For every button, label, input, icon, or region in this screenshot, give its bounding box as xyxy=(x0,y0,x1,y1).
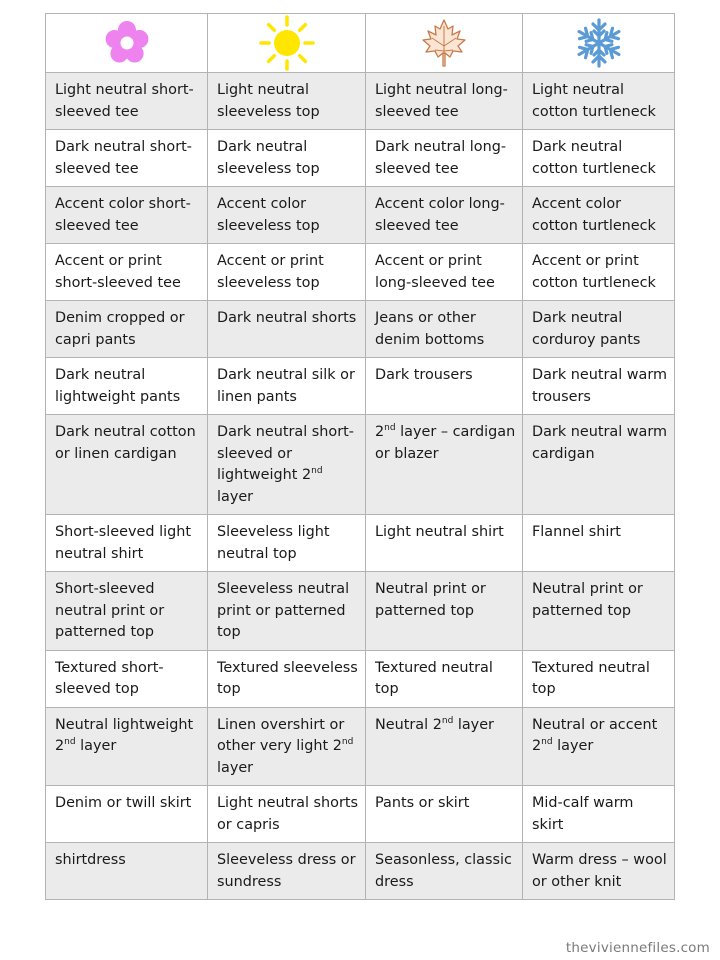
cell-autumn: Accent color long-sleeved tee xyxy=(366,187,523,244)
wardrobe-table xyxy=(45,13,675,900)
cell-autumn: Pants or skirt xyxy=(366,786,523,843)
season-header-row xyxy=(46,14,675,73)
cell-spring: Dark neutral short-sleeved tee xyxy=(46,130,208,187)
summer-header xyxy=(208,14,366,73)
table-row xyxy=(46,843,675,900)
table-body xyxy=(46,73,675,900)
table-row xyxy=(46,301,675,358)
cell-autumn: Dark trousers xyxy=(366,358,523,415)
table-row xyxy=(46,73,675,130)
cell-autumn: Light neutral shirt xyxy=(366,515,523,572)
cell-winter: Dark neutral warm cardigan xyxy=(523,415,675,515)
cell-summer: Dark neutral silk or linen pants xyxy=(208,358,366,415)
cell-summer: Accent or print sleeveless top xyxy=(208,244,366,301)
cell-summer: Sleeveless neutral print or patterned top xyxy=(208,572,366,651)
table-row xyxy=(46,515,675,572)
cell-autumn: Dark neutral long-sleeved tee xyxy=(366,130,523,187)
cell-spring: Light neutral short-sleeved tee xyxy=(46,73,208,130)
cell-winter: Neutral or accent 2nd layer xyxy=(523,707,675,786)
cell-winter: Dark neutral warm trousers xyxy=(523,358,675,415)
cell-autumn: Jeans or other denim bottoms xyxy=(366,301,523,358)
site-credit: theviviennefiles.com xyxy=(565,940,710,956)
cell-summer: Dark neutral short-sleeved or lightweight 2nd layer xyxy=(208,415,366,515)
sun-icon xyxy=(258,14,316,72)
cell-spring: Short-sleeved neutral print or patterned top xyxy=(46,572,208,651)
table-row xyxy=(46,786,675,843)
cell-autumn: Neutral print or patterned top xyxy=(366,572,523,651)
maple-leaf-icon xyxy=(417,16,471,70)
spring-header xyxy=(46,14,208,73)
cell-autumn: Neutral 2nd layer xyxy=(366,707,523,786)
cell-autumn: Seasonless, classic dress xyxy=(366,843,523,900)
table-row xyxy=(46,244,675,301)
cell-winter: Dark neutral cotton turtleneck xyxy=(523,130,675,187)
table-row xyxy=(46,415,675,515)
cell-summer: Linen overshirt or other very light 2nd layer xyxy=(208,707,366,786)
cell-spring: Denim cropped or capri pants xyxy=(46,301,208,358)
cell-winter: Accent color cotton turtleneck xyxy=(523,187,675,244)
cell-spring: Dark neutral lightweight pants xyxy=(46,358,208,415)
cell-summer: Sleeveless dress or sundress xyxy=(208,843,366,900)
cell-spring: shirtdress xyxy=(46,843,208,900)
snowflake-icon xyxy=(572,16,626,70)
table-row xyxy=(46,572,675,651)
cell-spring: Accent color short-sleeved tee xyxy=(46,187,208,244)
cell-autumn: Light neutral long-sleeved tee xyxy=(366,73,523,130)
cell-autumn: Textured neutral top xyxy=(366,650,523,707)
cell-summer: Light neutral sleeveless top xyxy=(208,73,366,130)
cell-summer: Dark neutral sleeveless top xyxy=(208,130,366,187)
table-row xyxy=(46,650,675,707)
cell-winter: Mid-calf warm skirt xyxy=(523,786,675,843)
cell-winter: Warm dress – wool or other knit xyxy=(523,843,675,900)
cell-summer: Light neutral shorts or capris xyxy=(208,786,366,843)
cell-winter: Dark neutral corduroy pants xyxy=(523,301,675,358)
flower-icon xyxy=(101,17,153,69)
table-row xyxy=(46,187,675,244)
cell-winter: Light neutral cotton turtleneck xyxy=(523,73,675,130)
cell-spring: Textured short-sleeved top xyxy=(46,650,208,707)
cell-spring: Dark neutral cotton or linen cardigan xyxy=(46,415,208,515)
table-row xyxy=(46,707,675,786)
cell-spring: Neutral lightweight 2nd layer xyxy=(46,707,208,786)
cell-summer: Dark neutral shorts xyxy=(208,301,366,358)
cell-summer: Textured sleeveless top xyxy=(208,650,366,707)
cell-autumn: 2nd layer – cardigan or blazer xyxy=(366,415,523,515)
cell-winter: Accent or print cotton turtleneck xyxy=(523,244,675,301)
cell-winter: Textured neutral top xyxy=(523,650,675,707)
winter-header xyxy=(523,14,675,73)
cell-spring: Short-sleeved light neutral shirt xyxy=(46,515,208,572)
cell-winter: Flannel shirt xyxy=(523,515,675,572)
cell-spring: Accent or print short-sleeved tee xyxy=(46,244,208,301)
cell-winter: Neutral print or patterned top xyxy=(523,572,675,651)
cell-autumn: Accent or print long-sleeved tee xyxy=(366,244,523,301)
cell-summer: Accent color sleeveless top xyxy=(208,187,366,244)
autumn-header xyxy=(366,14,523,73)
cell-spring: Denim or twill skirt xyxy=(46,786,208,843)
table-row xyxy=(46,130,675,187)
table-row xyxy=(46,358,675,415)
cell-summer: Sleeveless light neutral top xyxy=(208,515,366,572)
